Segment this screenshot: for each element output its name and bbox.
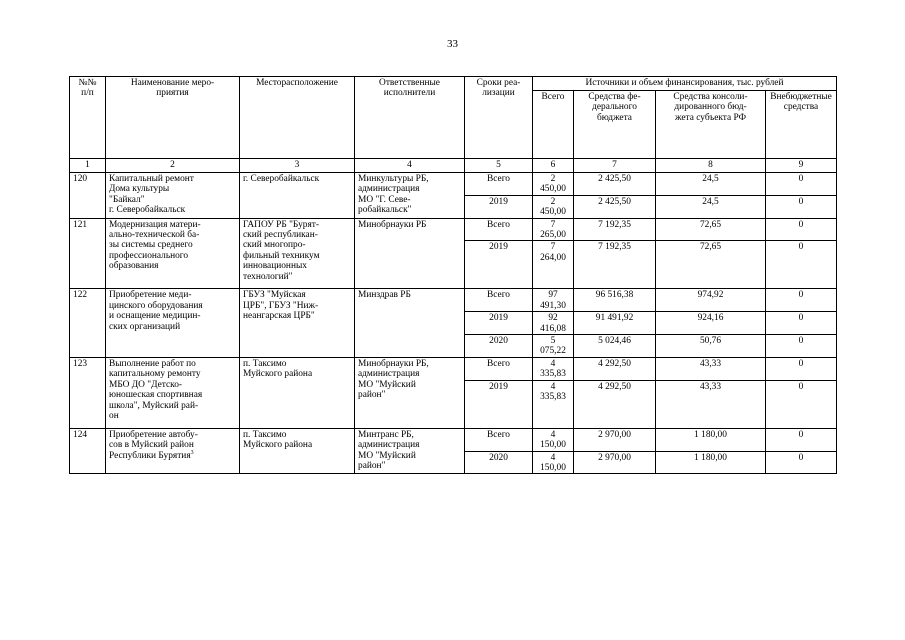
row-extrabudget: 0 [766, 195, 837, 218]
row-term: 2020 [465, 335, 533, 358]
row-location: ГАПОУ РБ "Бурят- ский республикан- ский многопро- фильный техникум инновационных технологий" [240, 218, 355, 289]
row-extrabudget: 0 [766, 173, 837, 196]
row-total: 4 150,00 [533, 451, 574, 474]
row-total: 4 150,00 [533, 428, 574, 451]
row-responsible: Минтранс РБ, администрация МО "Муйский район" [355, 428, 465, 474]
row-term: 2020 [465, 451, 533, 474]
row-location: г. Северобайкальск [240, 173, 355, 219]
column-number: 4 [355, 159, 465, 173]
row-term: 2019 [465, 195, 533, 218]
row-consolidated: 72,65 [656, 241, 766, 289]
row-term: Всего [465, 218, 533, 241]
table-row [70, 218, 837, 241]
header-terms: Сроки реа- лизации [465, 77, 533, 159]
row-federal: 2 425,50 [574, 195, 656, 218]
row-consolidated: 1 180,00 [656, 451, 766, 474]
row-num: 120 [70, 173, 106, 219]
row-federal: 7 192,35 [574, 218, 656, 241]
row-consolidated: 43,33 [656, 380, 766, 428]
table-row [70, 289, 837, 312]
row-consolidated: 974,92 [656, 289, 766, 312]
row-consolidated: 924,16 [656, 312, 766, 335]
row-federal: 91 491,92 [574, 312, 656, 335]
row-num: 122 [70, 289, 106, 357]
row-term: 2019 [465, 312, 533, 335]
table-row [70, 173, 837, 196]
header-sources: Источники и объем финансирования, тыс. рублей [533, 77, 837, 91]
row-total: 92 416,08 [533, 312, 574, 335]
column-number: 6 [533, 159, 574, 173]
row-total: 7 264,00 [533, 241, 574, 289]
row-num: 123 [70, 357, 106, 428]
header-location: Месторасположение [240, 77, 355, 159]
row-federal: 2 425,50 [574, 173, 656, 196]
row-extrabudget: 0 [766, 289, 837, 312]
table-row [70, 428, 837, 451]
row-extrabudget: 0 [766, 357, 837, 380]
row-extrabudget: 0 [766, 335, 837, 358]
column-number: 3 [240, 159, 355, 173]
row-extrabudget: 0 [766, 428, 837, 451]
row-name [106, 428, 240, 474]
row-federal: 2 970,00 [574, 451, 656, 474]
header-responsible: Ответственные исполнители [355, 77, 465, 159]
row-federal: 2 970,00 [574, 428, 656, 451]
row-name: Модернизация матери- ально-технической ба- зы системы среднего профессионального образования [106, 218, 240, 289]
row-total: 2 450,00 [533, 173, 574, 196]
row-total: 7 265,00 [533, 218, 574, 241]
row-location: ГБУЗ "Муйская ЦРБ", ГБУЗ "Ниж- неангарская ЦРБ" [240, 289, 355, 357]
row-location: п. Таксимо Муйского района [240, 428, 355, 474]
header-extrabudget: Внебюджетные средства [766, 91, 837, 159]
row-name: Капитальный ремонт Дома культуры "Байкал" г. Северобайкальск [106, 173, 240, 219]
row-total: 4 335,83 [533, 357, 574, 380]
row-responsible: Минкультуры РБ, администрация МО "Г. Севе- робайкальск" [355, 173, 465, 219]
header-num: №№ п/п [70, 77, 106, 159]
row-federal: 96 516,38 [574, 289, 656, 312]
row-consolidated: 24,5 [656, 195, 766, 218]
row-responsible: Минобрнауки РБ [355, 218, 465, 289]
row-term: Всего [465, 357, 533, 380]
header-consolidated: Средства консоли- дированного бюд- жета субъекта РФ [656, 91, 766, 159]
header-total: Всего [533, 91, 574, 159]
page-number: 33 [447, 38, 458, 50]
row-term: Всего [465, 428, 533, 451]
row-name-text: Приобретение автобу- сов в Муйский район Республики Бурятия [109, 429, 198, 461]
row-responsible: Минздрав РБ [355, 289, 465, 357]
row-consolidated: 72,65 [656, 218, 766, 241]
footnote-marker: 3 [190, 449, 194, 456]
row-num: 121 [70, 218, 106, 289]
row-total: 97 491,30 [533, 289, 574, 312]
row-consolidated: 43,33 [656, 357, 766, 380]
row-term: 2019 [465, 241, 533, 289]
header-name: Наименование меро- приятия [106, 77, 240, 159]
row-extrabudget: 0 [766, 218, 837, 241]
row-consolidated: 1 180,00 [656, 428, 766, 451]
row-extrabudget: 0 [766, 241, 837, 289]
row-name: Выполнение работ по капитальному ремонту МБО ДО "Детско- юношеская спортивная школа", Муйский рай- он [106, 357, 240, 428]
row-federal: 4 292,50 [574, 380, 656, 428]
row-term: Всего [465, 289, 533, 312]
column-number: 5 [465, 159, 533, 173]
row-num: 124 [70, 428, 106, 474]
table-row [70, 357, 837, 380]
row-total: 2 450,00 [533, 195, 574, 218]
row-location: п. Таксимо Муйского района [240, 357, 355, 428]
financing-table [69, 76, 837, 474]
column-number-row [70, 159, 837, 173]
column-number: 8 [656, 159, 766, 173]
row-extrabudget: 0 [766, 312, 837, 335]
row-federal: 5 024,46 [574, 335, 656, 358]
column-number: 1 [70, 159, 106, 173]
row-term: Всего [465, 173, 533, 196]
row-total: 4 335,83 [533, 380, 574, 428]
row-consolidated: 24,5 [656, 173, 766, 196]
column-number: 7 [574, 159, 656, 173]
row-federal: 4 292,50 [574, 357, 656, 380]
column-number: 9 [766, 159, 837, 173]
row-total: 5 075,22 [533, 335, 574, 358]
header-federal: Средства фе- дерального бюджета [574, 91, 656, 159]
row-name: Приобретение меди- цинского оборудования и оснащение медицин- ских организаций [106, 289, 240, 357]
row-responsible: Минобрнауки РБ, администрация МО "Муйский район" [355, 357, 465, 428]
row-federal: 7 192,35 [574, 241, 656, 289]
column-number: 2 [106, 159, 240, 173]
row-consolidated: 50,76 [656, 335, 766, 358]
row-extrabudget: 0 [766, 380, 837, 428]
row-term: 2019 [465, 380, 533, 428]
row-extrabudget: 0 [766, 451, 837, 474]
